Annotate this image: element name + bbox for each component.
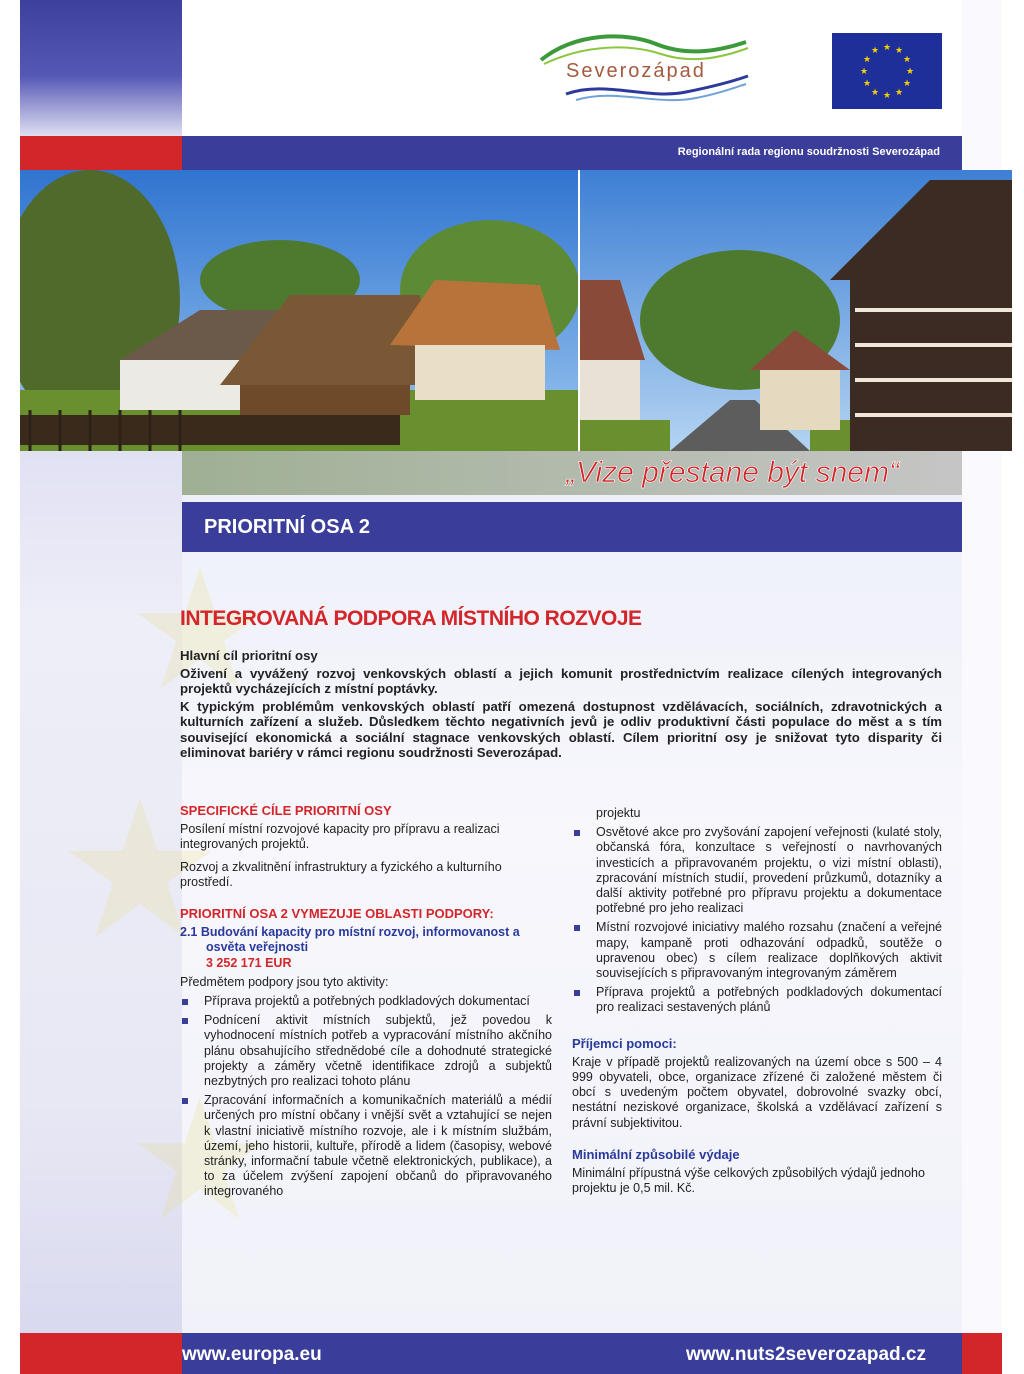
continuation-text: projektu <box>596 806 641 820</box>
svg-text:★: ★ <box>862 79 872 89</box>
village-photo-left <box>20 170 578 451</box>
europa-link[interactable]: www.europa.eu <box>182 1344 322 1365</box>
svg-text:★: ★ <box>870 88 880 98</box>
bullet-square-icon <box>182 999 188 1005</box>
goal-label: Hlavní cíl prioritní osy <box>180 648 318 663</box>
min-expenses-heading: Minimální způsobilé výdaje <box>572 1146 740 1162</box>
right-column <box>572 806 942 1203</box>
list-item-text: Osvětové akce pro zvyšování zapojení veřejnosti (kulaté stoly, občanská fóra, konzultace s veřejností o navrhovaných investicích a připravovaném projektu, o vizi místní oblasti), zpracování místních studií, provedení průzkumů, dotazníky a další aktivity potřebné pro přípravu projektu a dokumentace potřebné pro jeho realizaci <box>596 825 942 916</box>
recipients-text: Kraje v případě projektů realizovaných na území obce s 500 – 4 999 obyvateli, obce, organizace zřízené či založené městem či obcí s uvedeným počtem obyvatel, dobrovolné svazky obcí, nestátní neziskové organizace, školská a vzdělávací zařízení s právní subjektivitou. <box>572 1054 942 1130</box>
bullet-square-icon <box>182 1018 188 1024</box>
goal-text: Oživení a vyvážený rozvoj venkovských oblastí a jejich komunit prostřednictvím realizace cílených integrovaných projektů vycházejících z místní poptávky. <box>180 665 942 696</box>
village-photo-right <box>580 170 1012 451</box>
svg-text:★: ★ <box>882 91 892 101</box>
svg-text:★: ★ <box>905 67 915 77</box>
recipients-heading: Příjemci pomoci: <box>572 1035 677 1051</box>
list-item <box>180 1093 552 1199</box>
svg-text:★: ★ <box>870 46 880 56</box>
logo-text: Severozápad <box>566 60 706 82</box>
svg-text:★: ★ <box>882 43 892 53</box>
problem-text: K typickým problémům venkovských oblastí patří omezená dostupnost vzdělávacích, sociálních, zdravotnických a kulturních zařízení a služeb. Důsledkem těchto negativních jevů je odliv produktivní části populace do měst a s tím související ekonomická a sociální stagnace venkovských oblastí. Cílem prioritní osy je snižovat tyto disparity či eliminovat bariéry v rámci regionu soudržnosti Severozápad. <box>180 698 942 760</box>
svg-text:★: ★ <box>859 67 869 77</box>
list-item <box>572 825 942 916</box>
left-column <box>180 803 552 1204</box>
header-bar-text: Regionální rada regionu soudržnosti Severozápad <box>677 146 940 158</box>
specific-goals-heading: SPECIFICKÉ CÍLE PRIORITNÍ OSY <box>180 803 392 818</box>
activities-intro: Předmětem podpory jsou tyto aktivity: <box>180 974 389 989</box>
list-item-text: Příprava projektů a potřebných podkladových dokumentací <box>204 994 530 1009</box>
header-red-block <box>20 136 182 170</box>
main-heading: INTEGROVANÁ PODPORA MÍSTNÍHO ROZVOJE <box>180 607 642 630</box>
severozapad-link[interactable]: www.nuts2severozapad.cz <box>685 1344 926 1365</box>
list-item-text: Místní rozvojové iniciativy malého rozsahu (značení a veřejné mapy, kampaně proti odhazování odpadků, soutěže o upravenou obec) s cílem realizace doplňkových aktivit souvisejících s připravovaným integrovaným záměrem <box>596 920 942 981</box>
priority-title: PRIORITNÍ OSA 2 <box>204 516 370 538</box>
specific-goal-2: Rozvoj a zkvalitnění infrastruktury a fyzického a kulturního prostředí. <box>180 859 502 889</box>
list-item <box>180 994 552 1009</box>
left-band-top <box>20 0 182 138</box>
svg-text:★: ★ <box>894 88 904 98</box>
slogan: „Vize přestane být snem“ <box>566 456 899 489</box>
support-area-title: 2.1 Budování kapacity pro místní rozvoj, informovanost a osvěta veřejnosti <box>180 925 520 955</box>
bullet-square-icon <box>182 1098 188 1104</box>
support-area-amount: 3 252 171 EUR <box>206 955 292 970</box>
intro-block <box>180 648 942 763</box>
footer-red-block-left <box>20 1333 182 1374</box>
support-areas-heading: PRIORITNÍ OSA 2 VYMEZUJE OBLASTI PODPORY: <box>180 906 494 922</box>
svg-text:★: ★ <box>902 55 912 65</box>
activities-list <box>180 994 552 1200</box>
list-item <box>572 920 942 981</box>
footer-red-block-right <box>962 1333 1002 1374</box>
svg-text:★: ★ <box>902 79 912 89</box>
list-item-text: Zpracování informačních a komunikačních materiálů a médií určených pro místní občany i vnější svět a vztahující se nejen k vlastní iniciativě místního rozvoje, ale i k místním službám, území, jeho historii, kultuře, přírodě a lidem (časopisy, webové stránky, informační tabule včetně elektronických, publikace), a to za účelem zvýšení zapojení občanů do připravovaného integrovaného <box>204 1093 552 1199</box>
list-item <box>572 985 942 1015</box>
eu-flag-icon <box>832 33 942 109</box>
list-item-text: Příprava projektů a potřebných podkladových dokumentací pro realizaci sestavených plánů <box>596 985 942 1015</box>
bullet-square-icon <box>574 990 580 996</box>
min-expenses-text: Minimální přípustná výše celkových způsobilých výdajů jednoho projektu je 0,5 mil. Kč. <box>572 1166 925 1196</box>
bullet-square-icon <box>574 830 580 836</box>
bullet-square-icon <box>574 925 580 931</box>
activities-list-continued <box>572 825 942 1015</box>
svg-text:★: ★ <box>894 46 904 56</box>
specific-goal-1: Posílení místní rozvojové kapacity pro přípravu a realizaci integrovaných projektů. <box>180 822 500 852</box>
svg-text:★: ★ <box>862 55 872 65</box>
list-item-text: Podnícení aktivit místních subjektů, jež povedou k vyhodnocení místních potřeb a vypracování místního akčního plánu obsahujícího střednědobé cíle a dohodnuté strategické projekty a záměry včetně identifikace zdrojů a subjektů nezbytných pro realizaci tohoto plánu <box>204 1013 552 1089</box>
list-item <box>180 1013 552 1089</box>
